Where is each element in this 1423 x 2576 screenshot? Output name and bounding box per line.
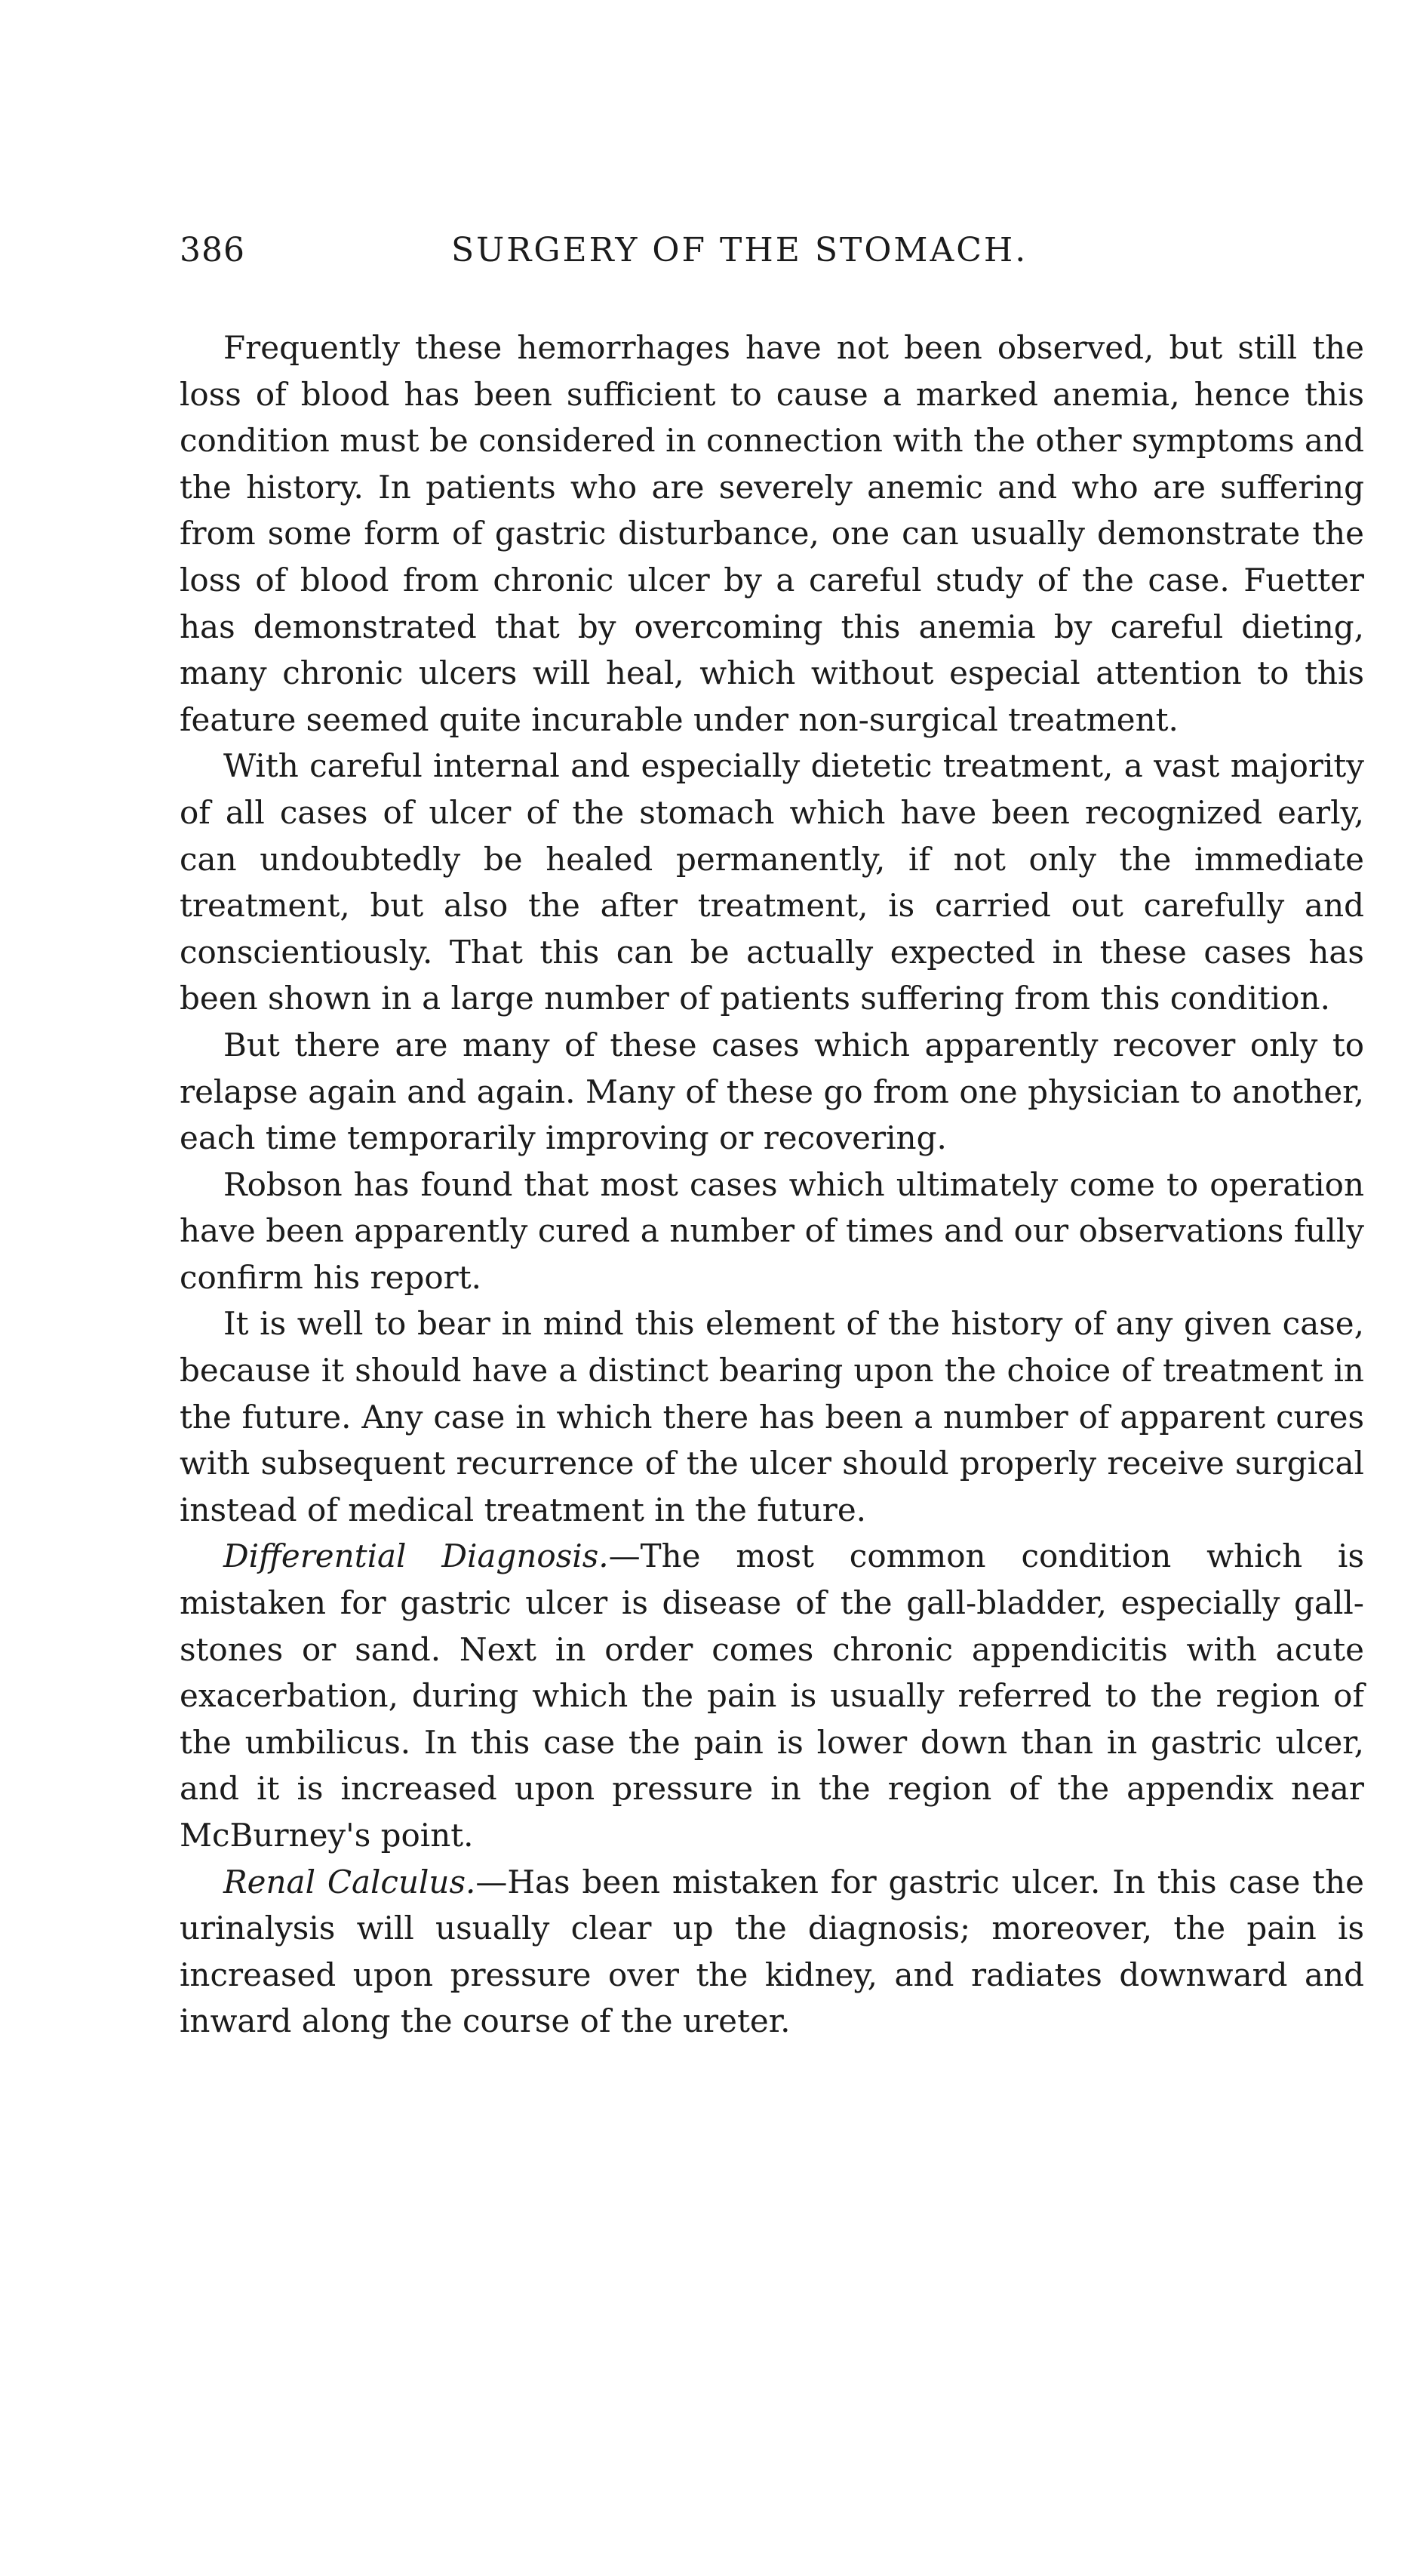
section-heading: Differential Diagnosis. [223,1537,609,1575]
page-header [180,231,1364,276]
paragraph-text: With careful internal and especially dietetic treatment, a vast majority of all cases of ulcer of the stomach which have been recognized early, can undoubtedly be healed permanently, if not only the immediate treatment, but also the after treatment, is carried out carefully and conscientiously. That this can be actually expected in these cases has been shown in a large number of patients suffering from this condition. [180,747,1364,1017]
page-number: 386 [180,231,245,269]
paragraph-differential-diagnosis [180,1533,1364,1858]
paragraph-text: Robson has found that most cases which ultimately come to operation have been apparently cured a number of times and our observations fully confirm his report. [180,1165,1364,1296]
paragraph [180,743,1364,1022]
paragraph [180,325,1364,743]
paragraph [180,1300,1364,1533]
running-title: SURGERY OF THE STOMACH. [451,231,1028,269]
paragraph-renal-calculus [180,1859,1364,2045]
body-text [180,325,1364,2045]
paragraph-text: —Has been mistaken for gastric ulcer. In this case the urinalysis will usually clear up the diagnosis; moreover, the pain is increased upon pressure over the kidney, and radiates downward and inward along the course of the ureter. [180,1863,1364,2040]
paragraph-text: —The most common condition which is mistaken for gastric ulcer is disease of the gall-bladder, especially gall-stones or sand. Next in order comes chronic appendicitis with acute exacerbation, during which the pain is usually referred to the region of the umbilicus. In this case the pain is lower down than in gastric ulcer, and it is increased upon pressure in the region of the appendix near McBurney's point. [180,1537,1365,1854]
paragraph-text: Frequently these hemorrhages have not been observed, but still the loss of blood has been sufficient to cause a marked anemia, hence this condition must be considered in connection with the other symptoms and the history. In patients who are severely anemic and who are suffering from some form of gastric disturbance, one can usually demonstrate the loss of blood from chronic ulcer by a careful study of the case. Fuetter has demonstrated that by overcoming this anemia by careful dieting, many chronic ulcers will heal, which without especial attention to this feature seemed quite incurable under non-surgical treatment. [180,329,1364,738]
paragraph [180,1162,1364,1301]
paragraph-text: But there are many of these cases which apparently recover only to relapse again and again. Many of these go from one physician to another, each time temporarily improving or recovering. [180,1026,1364,1157]
paragraph-text: It is well to bear in mind this element of the history of any given case, because it should have a distinct bearing upon the choice of treatment in the future. Any case in which there has been a number of apparent cures with subsequent recurrence of the ulcer should properly receive surgical instead of medical treatment in the future. [180,1305,1364,1528]
paragraph [180,1022,1364,1162]
section-heading: Renal Calculus. [223,1863,476,1900]
